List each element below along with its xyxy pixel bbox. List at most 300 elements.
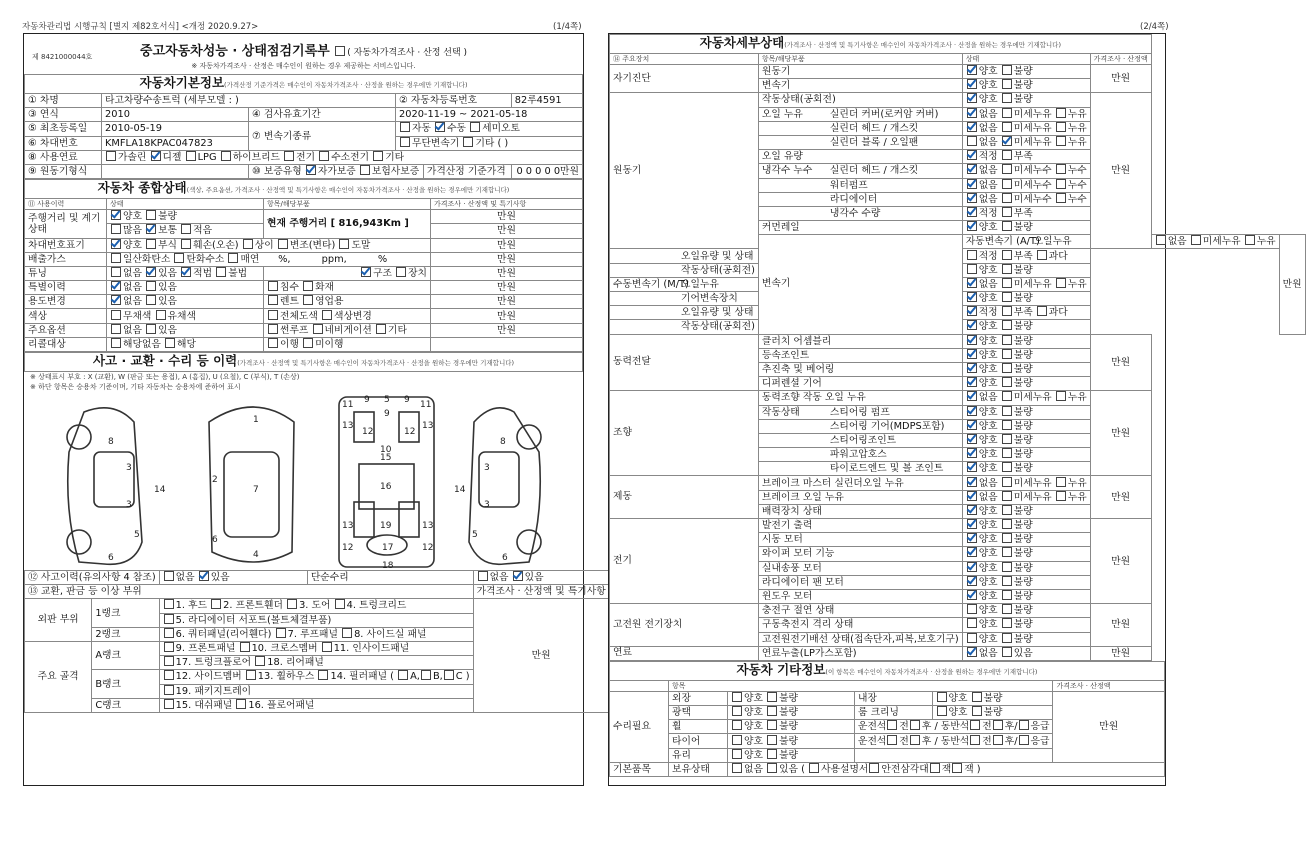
detail-group: 동력전달 (610, 334, 759, 391)
part-label: 15 (380, 453, 392, 463)
part-label: 8 (500, 437, 506, 447)
status-option: 불량 (1013, 576, 1033, 588)
detail-item: 라디에이터 팬 모터 (758, 575, 962, 589)
checkbox[interactable] (967, 320, 977, 330)
detail-item: 변속기 (758, 79, 962, 93)
detail-status (962, 348, 1090, 362)
part-label: 5 (472, 530, 478, 540)
checkbox[interactable] (1002, 79, 1012, 89)
status-option: 미세누유 (1013, 392, 1055, 404)
checkbox[interactable] (967, 150, 977, 160)
detail-item: 오일 유량 (758, 150, 962, 164)
checkbox[interactable] (1191, 235, 1201, 245)
checkbox[interactable] (967, 519, 977, 529)
detail-table: 자동차세부상태(가격조사 · 산정액 및 특기사항은 매수인이 자동차가격조사 · 산정을 원하는 경우에만 기재합니다) ⑭ 주요장치 항목/해당부품 상태 가격조사 · 산정액 자기진단 원동기 양호 불량 만원 변속기 양호 불량 원동기 작동상태(공회전) 양호 불량 만원 오일 누유 실린더 커버(로커암 커버) 없음 미세누유 누유 실린더 헤드 / 개스킷 없음 미세누유 누유 실린더 블록 / 오일팬 없음 미세누유 누유 오일 유량 적정 부족 냉각수 누수 실린더 헤드 / 개스킷 없음 미세누수 누수 워터펌프 없음 미세누수 누수 라디에이터 없음 미세누수 누수 냉각수 수량 적정 부족 커먼레일 양호 불량 변속기 자동변속기 (A/T) 오일누유 없음 미세누유 누유 만원 오일유량 및 상태 적정 부족 과다 작동상태(공회전) 양호 불량 수동변속기 (M/T) 오일누유 없음 미세누유 누유 기어변속장치 양호 불량 오일유량 및 상태 적정 부족 과다 작동상태(공회전) 양호 불량 동력전달 클러치 어셈블리 양호 불량 만원 등속조인트 양호 불량 추진축 및 베어링 양호 불량 디퍼렌셜 기어 양호 불량 조향 동력조향 작동 오일 누유 없음 미세누유 누유 만원 작동상태 스티어링 펌프 양호 불량 스티어링 기어(MDPS포함) 양호 불량 스티어링조인트 양호 불량 파워고압호스 양호 불량 타이로드엔드 및 볼 조인트 양호 불량 제동 브레이크 마스터 실린더오일 누유 없음 미세누유 누유 만원 브레이크 오일 누유 없음 미세누유 누유 배력장치 상태 양호 불량 전기 발전기 출력 양호 불량 만원 시동 모터 양호 불량 와이퍼 모터 기능 양호 불량 실내송풍 모터 양호 불량 라디에이터 팬 모터 양호 불량 윈도우 모터 양호 불량 고전원 전기장치 충전구 절연 상태 양호 불량 만원 구동축전지 격리 상태 양호 불량 고전원전기배선 상태(접속단자,피복,보호기구) 양호 불량 연료 연료누출(LP가스포함) 없음 있음 만원 (609, 34, 1306, 661)
car-diagram-svg (24, 392, 582, 570)
detail-item: 원동기 (758, 65, 962, 79)
detail-status (962, 107, 1090, 121)
detail-group: 자기진단 (610, 65, 759, 93)
part-label: 14 (154, 485, 166, 495)
status-option: 불량 (1013, 619, 1033, 631)
status-option: 불량 (1013, 321, 1033, 333)
form-header-left: 자동차관리법 시행규칙 [별지 제82호서식] <개정 2020.9.27> (22, 22, 259, 32)
detail-status (962, 448, 1090, 462)
status-option: 누유 (1067, 137, 1087, 149)
checkbox[interactable] (463, 137, 473, 147)
checkbox[interactable] (1002, 533, 1012, 543)
status-option: 불량 (1013, 293, 1033, 305)
checkbox[interactable] (1002, 491, 1012, 501)
part-label: 13 (342, 421, 354, 431)
detail-status (962, 79, 1090, 93)
checkbox[interactable] (1002, 264, 1012, 274)
checkbox[interactable] (967, 363, 977, 373)
accident-section-title: 사고 · 교환 · 수리 등 이력(가격조사 · 산정액 및 특기사항은 매수인이 자동차가격조사 · 산정을 원하는 경우에만 기재합니다) (25, 353, 583, 372)
status-option: 없음 (1167, 236, 1190, 248)
checkbox[interactable] (967, 250, 977, 260)
inspection-period: 2020-11-19 ~ 2021-05-18 (396, 108, 583, 122)
checkbox[interactable] (1056, 477, 1066, 487)
status-option: 미세누유 (1202, 236, 1244, 248)
fuel-options: 가솔린 디젤 LPG 하이브리드 전기 수소전기 기타 (102, 150, 583, 164)
checkbox[interactable] (1002, 505, 1012, 515)
checkbox[interactable] (967, 207, 977, 217)
detail-item: 충전구 절연 상태 (758, 604, 962, 618)
checkbox[interactable] (1002, 207, 1012, 217)
checkbox[interactable] (1002, 179, 1012, 189)
status-option: 불량 (1013, 591, 1033, 603)
checkbox[interactable] (1002, 221, 1012, 231)
checkbox[interactable] (1056, 179, 1066, 189)
checkbox[interactable] (967, 505, 977, 515)
detail-price: 만원 (1090, 334, 1151, 391)
checkbox[interactable] (967, 448, 977, 458)
status-option: 없음 (978, 392, 1001, 404)
trans-row1: 자동 수동 세미오토 (396, 122, 583, 136)
checkbox[interactable] (1002, 406, 1012, 416)
detail-item: 작동상태(공회전) (758, 93, 962, 107)
detail-price: 만원 (1090, 391, 1151, 476)
detail-item: 실린더 헤드 / 개스킷 (758, 121, 962, 135)
status-option: 양호 (978, 335, 1001, 347)
checkbox[interactable] (1002, 420, 1012, 430)
checkbox[interactable] (1002, 306, 1012, 316)
status-option: 불량 (1013, 449, 1033, 461)
detail-item: 와이퍼 모터 기능 (758, 547, 962, 561)
status-option: 누유 (1067, 491, 1087, 503)
checkbox[interactable] (967, 164, 977, 174)
status-option: 양호 (978, 378, 1001, 390)
detail-item: 스티어링 기어(MDPS포함) (758, 419, 962, 433)
status-option: 없음 (978, 193, 1001, 205)
detail-price: 만원 (1090, 646, 1151, 660)
checkbox[interactable] (967, 420, 977, 430)
part-label: 13 (342, 521, 354, 531)
page-number-left: (1/4쪽) (553, 22, 582, 32)
detail-status (962, 249, 1090, 263)
detail-item: 오일유량 및 상태 (610, 306, 759, 320)
status-option: 양호 (978, 562, 1001, 574)
detail-status (962, 263, 1090, 277)
checkbox[interactable] (967, 65, 977, 75)
checkbox[interactable] (1056, 193, 1066, 203)
part-label: 12 (404, 427, 416, 437)
checkbox[interactable] (1002, 93, 1012, 103)
part-label: 1 (253, 415, 259, 425)
status-option: 불량 (1013, 605, 1033, 617)
checkbox[interactable] (967, 633, 977, 643)
status-option: 누유 (1067, 477, 1087, 489)
detail-status (962, 618, 1090, 632)
detail-item: 커먼레일 (758, 221, 962, 235)
status-option: 있음 (1013, 647, 1033, 659)
label: ① 차명 (25, 94, 102, 108)
part-label: 11 (342, 400, 354, 410)
checkbox[interactable] (967, 562, 977, 572)
checkbox[interactable] (967, 93, 977, 103)
checkbox[interactable] (1002, 462, 1012, 472)
status-option: 양호 (978, 66, 1001, 78)
base-price: 0 0 0 0 0만원 (511, 164, 582, 178)
checkbox[interactable] (1002, 647, 1012, 657)
checkbox[interactable] (967, 377, 977, 387)
checkbox[interactable] (1002, 278, 1012, 288)
checkbox[interactable] (1156, 235, 1166, 245)
detail-item: 실린더 블록 / 오일팬 (758, 135, 962, 149)
part-label: 19 (380, 521, 392, 531)
detail-item: 냉각수 수량 (758, 206, 962, 220)
checkbox[interactable] (967, 533, 977, 543)
detail-row (610, 604, 1306, 618)
status-option: 미세누유 (1013, 137, 1055, 149)
status-option: 양호 (978, 321, 1001, 333)
label: ⑤ 최초등록일 (25, 122, 102, 136)
checkbox[interactable] (400, 122, 410, 132)
status-option: 양호 (978, 420, 1001, 432)
detail-item: 브레이크 오일 누유 (758, 490, 962, 504)
checkbox[interactable] (1002, 477, 1012, 487)
reg-number: 82루4591 (511, 94, 582, 108)
checkbox[interactable] (470, 122, 480, 132)
status-option: 과다 (1048, 307, 1068, 319)
mileage: 현재 주행거리 [ 816,943Km ] (264, 210, 431, 238)
checkbox[interactable] (1002, 320, 1012, 330)
label: ④ 검사유효기간 (249, 108, 396, 122)
vin: KMFLA18KPAC047823 (102, 136, 249, 150)
status-option: 미세누유 (1013, 122, 1055, 134)
detail-item: 발전기 출력 (758, 519, 962, 533)
detail-status (962, 504, 1090, 518)
car-right-side (469, 408, 541, 565)
status-option: 양호 (978, 293, 1001, 305)
checkbox[interactable] (967, 406, 977, 416)
checkbox[interactable] (1002, 562, 1012, 572)
checkbox[interactable] (1002, 434, 1012, 444)
checkbox[interactable] (967, 462, 977, 472)
checkbox[interactable] (967, 477, 977, 487)
car-name: 타고차량수송트럭 (세부모델 : ) (102, 94, 396, 108)
label: ⑨ 원동기형식 (25, 164, 102, 178)
label: ② 자동차등록번호 (396, 94, 512, 108)
checkbox[interactable] (1002, 391, 1012, 401)
part-label: 12 (422, 543, 434, 553)
checkbox[interactable] (967, 292, 977, 302)
checkbox[interactable] (967, 278, 977, 288)
checkbox[interactable] (1002, 618, 1012, 628)
checkbox[interactable] (1002, 164, 1012, 174)
status-option: 누수 (1067, 179, 1087, 191)
checkbox[interactable] (1002, 604, 1012, 614)
other-section-title: 자동차 기타정보(이 항목은 매수인이 자동차가격조사 · 산정을 원하는 경우에만 기재합니다) (610, 661, 1165, 680)
status-option: 없음 (978, 179, 1001, 191)
detail-status (962, 206, 1090, 220)
part-label: 9 (364, 395, 370, 405)
checkbox[interactable] (967, 391, 977, 401)
status-option: 양호 (978, 633, 1001, 645)
checkbox[interactable] (1002, 65, 1012, 75)
checkbox[interactable] (1002, 377, 1012, 387)
detail-group: 변속기 (758, 235, 962, 334)
label: ⑥ 차대번호 (25, 136, 102, 150)
detail-row (610, 334, 1306, 348)
detail-item: 작동상태(공회전) (610, 320, 759, 334)
checkbox[interactable] (1002, 363, 1012, 373)
part-label: 3 (126, 463, 132, 473)
part-label: 12 (362, 427, 374, 437)
checkbox[interactable] (967, 108, 977, 118)
label: ⑦ 변속기종류 (249, 122, 396, 150)
detail-group: 조향 (610, 391, 759, 476)
checkbox[interactable] (967, 122, 977, 132)
checkbox[interactable] (967, 136, 977, 146)
part-label: 9 (404, 395, 410, 405)
detail-item: 타이로드엔드 및 볼 조인트 (758, 462, 962, 476)
detail-item: 클러치 어셈블리 (758, 334, 962, 348)
detail-group: 원동기 (610, 93, 759, 249)
checkbox[interactable] (1037, 306, 1047, 316)
checkbox[interactable] (967, 306, 977, 316)
accident-table: ⑫ 사고이력(유의사항 4 참조) 없음 있음 단순수리 없음 있음 ⑬ 교환, 판금 등 이상 부위 가격조사 · 산정액 및 특기사항 외판 부위 1랭크 1. 후드 2. 프론트휀더 3. 도어 4. 트렁크리드 만원 5. 라디에이터 서포트(볼트체결부품) 2랭크 6. 쿼터패널(리어휀다) 7. 루프패널 8. 사이드실 패널 주요 골격 A랭크 9. 프론트패널 10. 크로스멤버 11. 인사이드패널 17. 트렁크플로어 18. 리어패널 B랭크 12. 사이드멤버 13. 휠하우스 14. 필러패널 ( A, B, C ) 19. 패키지트레이 C랭크 15. 대쉬패널 16. 플로어패널 (24, 570, 610, 713)
part-label: 12 (342, 543, 354, 553)
checkbox[interactable] (967, 618, 977, 628)
checkbox[interactable] (967, 576, 977, 586)
status-option: 부족 (1013, 207, 1033, 219)
status-option: 적정 (978, 250, 1001, 262)
checkbox[interactable] (1056, 278, 1066, 288)
status-option: 과다 (1048, 250, 1068, 262)
status-option: 미세누유 (1013, 491, 1055, 503)
status-option: 적정 (978, 151, 1001, 163)
part-label: 17 (382, 543, 394, 553)
checkbox[interactable] (1002, 108, 1012, 118)
detail-status (962, 306, 1090, 320)
detail-row (610, 519, 1306, 533)
checkbox[interactable] (1002, 448, 1012, 458)
detail-status (962, 604, 1090, 618)
checkbox[interactable] (1002, 519, 1012, 529)
checkbox[interactable] (967, 604, 977, 614)
detail-item: 실내송풍 모터 (758, 561, 962, 575)
status-option: 양호 (978, 534, 1001, 546)
detail-item: 고전원전기배선 상태(접속단자,피복,보호기구) (758, 632, 962, 646)
checkbox[interactable] (967, 179, 977, 189)
checkbox[interactable] (1056, 164, 1066, 174)
detail-group: 전기 (610, 519, 759, 604)
status-option: 없음 (978, 491, 1001, 503)
checkbox[interactable] (1056, 108, 1066, 118)
overall-table: 자동차 종합상태(색상, 주요옵션, 가격조사 · 산정액 및 특기사항은 매수인이 자동차가격조사 · 산정을 원하는 경우에만 기재합니다) ⑪ 사용이력 상태 항목/해당부품 가격조사 · 산정액 및 특기사항 주행거리 및 계기상태 양호 불량 현재 주행거리 [ 816,943Km ] 만원 많음 보통 적음 만원 차대번호표기 양호 부식 훼손(오손) 상이 변조(변타) 도말 만원 배출가스 일산화탄소 탄화수소 매연 %, ppm, % 만원 튜닝 없음 있음 적법 불법 구조 장치 만원 특별이력 없음 있음 침수 화재 만원 용도변경 없음 있음 렌트 영업용 만원 색상 무채색 유채색 전체도색 색상변경 만원 주요옵션 없음 있음 썬루프 네비게이션 기타 만원 리콜대상 해당없음 해당 이행 미이행 (24, 179, 583, 352)
detail-item: 배력장치 상태 (758, 504, 962, 518)
status-option: 불량 (1013, 434, 1033, 446)
detail-status (962, 391, 1090, 405)
status-option: 불량 (1013, 505, 1033, 517)
detail-status (962, 547, 1090, 561)
checkbox[interactable] (1056, 391, 1066, 401)
checkbox[interactable] (967, 434, 977, 444)
status-option: 누유 (1067, 392, 1087, 404)
checkbox[interactable] (967, 491, 977, 501)
part-label: 2 (212, 475, 218, 485)
detail-status (962, 632, 1090, 646)
detail-status (962, 164, 1090, 178)
checkbox[interactable] (1245, 235, 1255, 245)
status-option: 양호 (978, 449, 1001, 461)
status-option: 부족 (1013, 250, 1036, 262)
detail-item: 연료누출(LP가스포함) (758, 646, 962, 660)
detail-item: 기어변속장치 (610, 292, 759, 306)
checkbox[interactable] (1002, 292, 1012, 302)
checkbox[interactable] (1056, 136, 1066, 146)
status-option: 없음 (978, 165, 1001, 177)
detail-item: 구동축전지 격리 상태 (758, 618, 962, 632)
checkbox[interactable] (967, 590, 977, 600)
detail-status (962, 519, 1090, 533)
part-label: 3 (484, 500, 490, 510)
checkbox[interactable] (335, 46, 345, 56)
part-label: 8 (108, 437, 114, 447)
checkbox[interactable] (967, 79, 977, 89)
status-option: 양호 (978, 576, 1001, 588)
status-option: 누유 (1256, 236, 1276, 248)
checkbox[interactable] (435, 122, 445, 132)
detail-row (610, 65, 1306, 79)
detail-row (610, 476, 1306, 490)
detail-row (610, 93, 1306, 107)
detail-status (962, 178, 1090, 192)
checkbox[interactable] (1002, 250, 1012, 260)
part-label: 7 (253, 485, 259, 495)
part-label: 5 (384, 395, 390, 405)
checkbox[interactable] (1056, 491, 1066, 501)
status-option: 불량 (1013, 633, 1033, 645)
checkbox[interactable] (1002, 590, 1012, 600)
page-number-right: (2/4쪽) (1140, 22, 1169, 32)
checkbox[interactable] (967, 547, 977, 557)
checkbox[interactable] (1002, 193, 1012, 203)
checkbox[interactable] (1056, 122, 1066, 132)
checkbox[interactable] (967, 264, 977, 274)
detail-price: 만원 (1090, 519, 1151, 604)
part-label: 4 (253, 550, 259, 560)
status-option: 누유 (1067, 278, 1087, 290)
checkbox[interactable] (1002, 576, 1012, 586)
checkbox[interactable] (967, 221, 977, 231)
status-option: 불량 (1013, 378, 1033, 390)
detail-status (962, 334, 1090, 348)
detail-item: 등속조인트 (758, 348, 962, 362)
detail-item: 작동상태(공회전) (610, 263, 759, 277)
doc-title-note: ※ 자동차가격조사 · 산정은 매수인이 원하는 경우 제공하는 서비스입니다. (191, 62, 416, 70)
status-option: 미세누수 (1013, 179, 1055, 191)
part-label: 13 (422, 421, 434, 431)
checkbox[interactable] (1002, 633, 1012, 643)
checkbox[interactable] (967, 193, 977, 203)
detail-row (610, 391, 1306, 405)
status-option: 누유 (1067, 108, 1087, 120)
checkbox[interactable] (1002, 335, 1012, 345)
checkbox[interactable] (1002, 122, 1012, 132)
part-label: 11 (420, 400, 432, 410)
accident-note-2: ※ 하단 항목은 승용차 기준이며, 기타 자동차는 승용차에 준하여 표시 (30, 383, 241, 391)
checkbox[interactable] (1002, 150, 1012, 160)
detail-price: 만원 (1279, 235, 1305, 334)
overall-section-title: 자동차 종합상태(색상, 주요옵션, 가격조사 · 산정액 및 특기사항은 매수인이 자동차가격조사 · 산정을 원하는 경우에만 기재합니다) (25, 180, 583, 199)
status-option: 양호 (978, 406, 1001, 418)
checkbox[interactable] (1002, 136, 1012, 146)
checkbox[interactable] (967, 335, 977, 345)
detail-status (962, 93, 1090, 107)
label: 가격산정 기준가격 (423, 164, 511, 178)
car-diagram (24, 392, 583, 570)
checkbox[interactable] (1002, 349, 1012, 359)
status-option: 양호 (978, 548, 1001, 560)
status-option: 불량 (1013, 520, 1033, 532)
status-option: 없음 (978, 477, 1001, 489)
label: ③ 연식 (25, 108, 102, 122)
detail-item: 파워고압호스 (758, 448, 962, 462)
status-option: 미세누수 (1013, 165, 1055, 177)
detail-item: 오일 누유 실린더 커버(로커암 커버) (758, 107, 962, 121)
detail-group: 고전원 전기장치 (610, 604, 759, 647)
checkbox[interactable] (1002, 547, 1012, 557)
detail-status (962, 462, 1090, 476)
checkbox[interactable] (967, 349, 977, 359)
status-option: 누유 (1067, 122, 1087, 134)
detail-item: 스티어링조인트 (758, 433, 962, 447)
status-option: 불량 (1013, 562, 1033, 574)
status-option: 없음 (978, 137, 1001, 149)
doc-title-option: ( 자동차가격조사 · 산정 선택 ) (347, 48, 468, 58)
status-option: 미세누유 (1013, 278, 1055, 290)
checkbox[interactable] (400, 137, 410, 147)
detail-status (962, 277, 1090, 291)
status-option: 양호 (978, 94, 1001, 106)
status-option: 불량 (1013, 420, 1033, 432)
status-option: 불량 (1013, 222, 1033, 234)
basic-section-title: 자동차기본정보(가격산정 기준가격은 매수인이 자동차가격조사 · 산정을 원하는 경우에만 기재합니다) (25, 75, 583, 94)
part-label: 3 (484, 463, 490, 473)
detail-price: 만원 (1090, 65, 1151, 93)
status-option: 양호 (978, 605, 1001, 617)
status-option: 불량 (1013, 364, 1033, 376)
checkbox[interactable] (967, 647, 977, 657)
basic-info-table (24, 74, 583, 179)
other-table: 자동차 기타정보(이 항목은 매수인이 자동차가격조사 · 산정을 원하는 경우에만 기재합니다) 항목 가격조사 · 산정액 수리필요 외장 양호 불량 내장 양호 불량 만원 광택 양호 불량 룸 크리닝 양호 불량 휠 양호 불량 운전석 전 후 / 동반석 전 후/ 응급 타이어 양호 불량 운전석 전 후 / 동반석 전 후/ 응급 유리 양호 불량 기본품목 보유상태 없음 있음 ( 사용설명서 안전삼각대 잭 잭 ) (609, 661, 1165, 777)
status-option: 양호 (978, 619, 1001, 631)
status-option: 불량 (1013, 66, 1033, 78)
detail-status (962, 221, 1090, 235)
checkbox[interactable] (1037, 250, 1047, 260)
